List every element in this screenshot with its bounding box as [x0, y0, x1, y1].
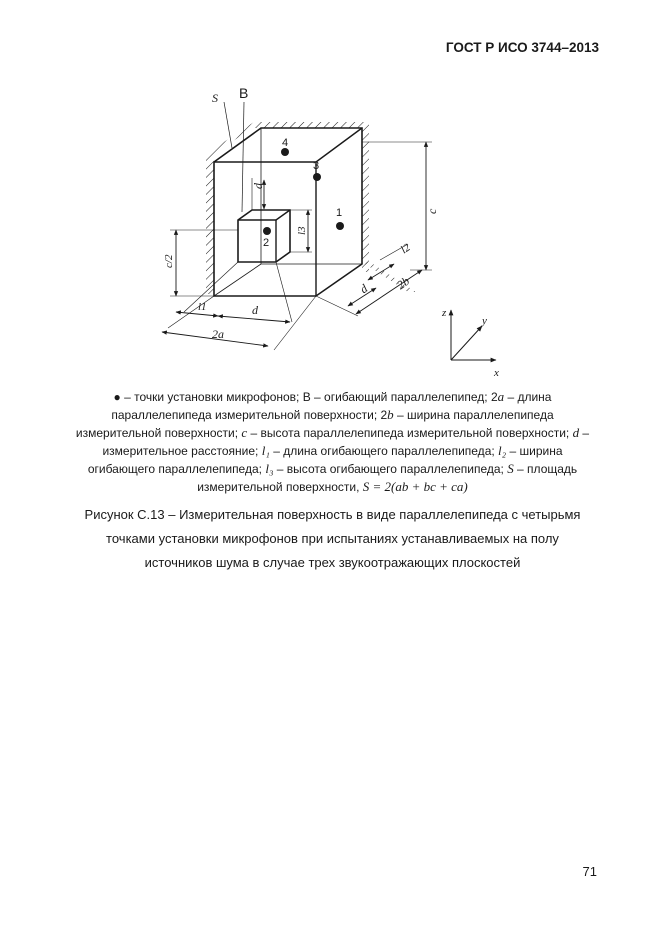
- label-2b: 2b: [394, 273, 412, 293]
- legend-line: измерительное расстояние; l₁ – длина огибающего параллелепипеда; l₂ – ширина: [102, 443, 563, 458]
- label-point-3: 3: [313, 160, 320, 172]
- coordinate-axes: [451, 310, 496, 360]
- microphone-point-4: [281, 148, 289, 156]
- label-point-4: 4: [282, 137, 289, 149]
- microphone-point-1: [336, 222, 344, 230]
- figure-caption: [60, 503, 605, 575]
- page-number: 71: [582, 864, 597, 879]
- label-2a: 2a: [212, 327, 224, 341]
- label-l2: l2: [398, 241, 413, 257]
- microphone-point-3: [313, 173, 321, 181]
- label-c-half: c/2: [163, 254, 175, 268]
- microphone-point-2: [263, 227, 271, 235]
- reflecting-planes: [206, 122, 416, 297]
- label-c: c: [425, 208, 439, 214]
- figure-legend: [60, 388, 605, 496]
- label-l1: l1: [198, 301, 207, 313]
- legend-line: ● – точки установки микрофонов; B – огибающий параллелепипед; 2a – длина: [113, 389, 552, 404]
- label-d-bottom: d: [252, 303, 258, 317]
- label-d-vertical: d: [251, 183, 265, 189]
- legend-line: измерительной поверхности; c – высота параллелепипеда измерительной поверхности; d –: [75, 425, 590, 440]
- label-point-2: 2: [263, 237, 270, 249]
- label-axis-z: z: [442, 307, 447, 319]
- microphone-positions: [263, 148, 344, 235]
- document-header: ГОСТ Р ИСО 3744–2013: [445, 40, 599, 55]
- reference-box: [238, 210, 290, 262]
- label-s: S: [212, 91, 218, 105]
- legend-line: параллелепипеда измерительной поверхности; 2b – ширина параллелепипеда: [111, 407, 554, 422]
- legend-line: огибающего параллелепипеда; l₃ – высота огибающего параллелепипеда; S – площадь: [87, 461, 578, 476]
- label-axis-y: y: [482, 315, 487, 327]
- area-formula: S = 2(ab + bc + ca): [362, 479, 468, 494]
- label-l3: l3: [296, 226, 308, 235]
- label-axis-x: x: [494, 367, 499, 378]
- caption-line-1: Рисунок С.13 – Измерительная поверхность в виде параллелепипеда с четырьмя: [84, 507, 581, 522]
- label-d-right: d: [357, 281, 371, 297]
- caption-line-2: точками установки микрофонов при испытаниях устанавливаемых на полу: [106, 531, 559, 546]
- legend-line: измерительной поверхности, S = 2(ab + bc + ca): [197, 479, 468, 494]
- measurement-surface-figure: [140, 82, 520, 378]
- label-b: B: [239, 85, 249, 101]
- label-point-1: 1: [336, 207, 343, 219]
- caption-line-3: источников шума в случае трех звукоотражающих плоскостей: [144, 555, 521, 570]
